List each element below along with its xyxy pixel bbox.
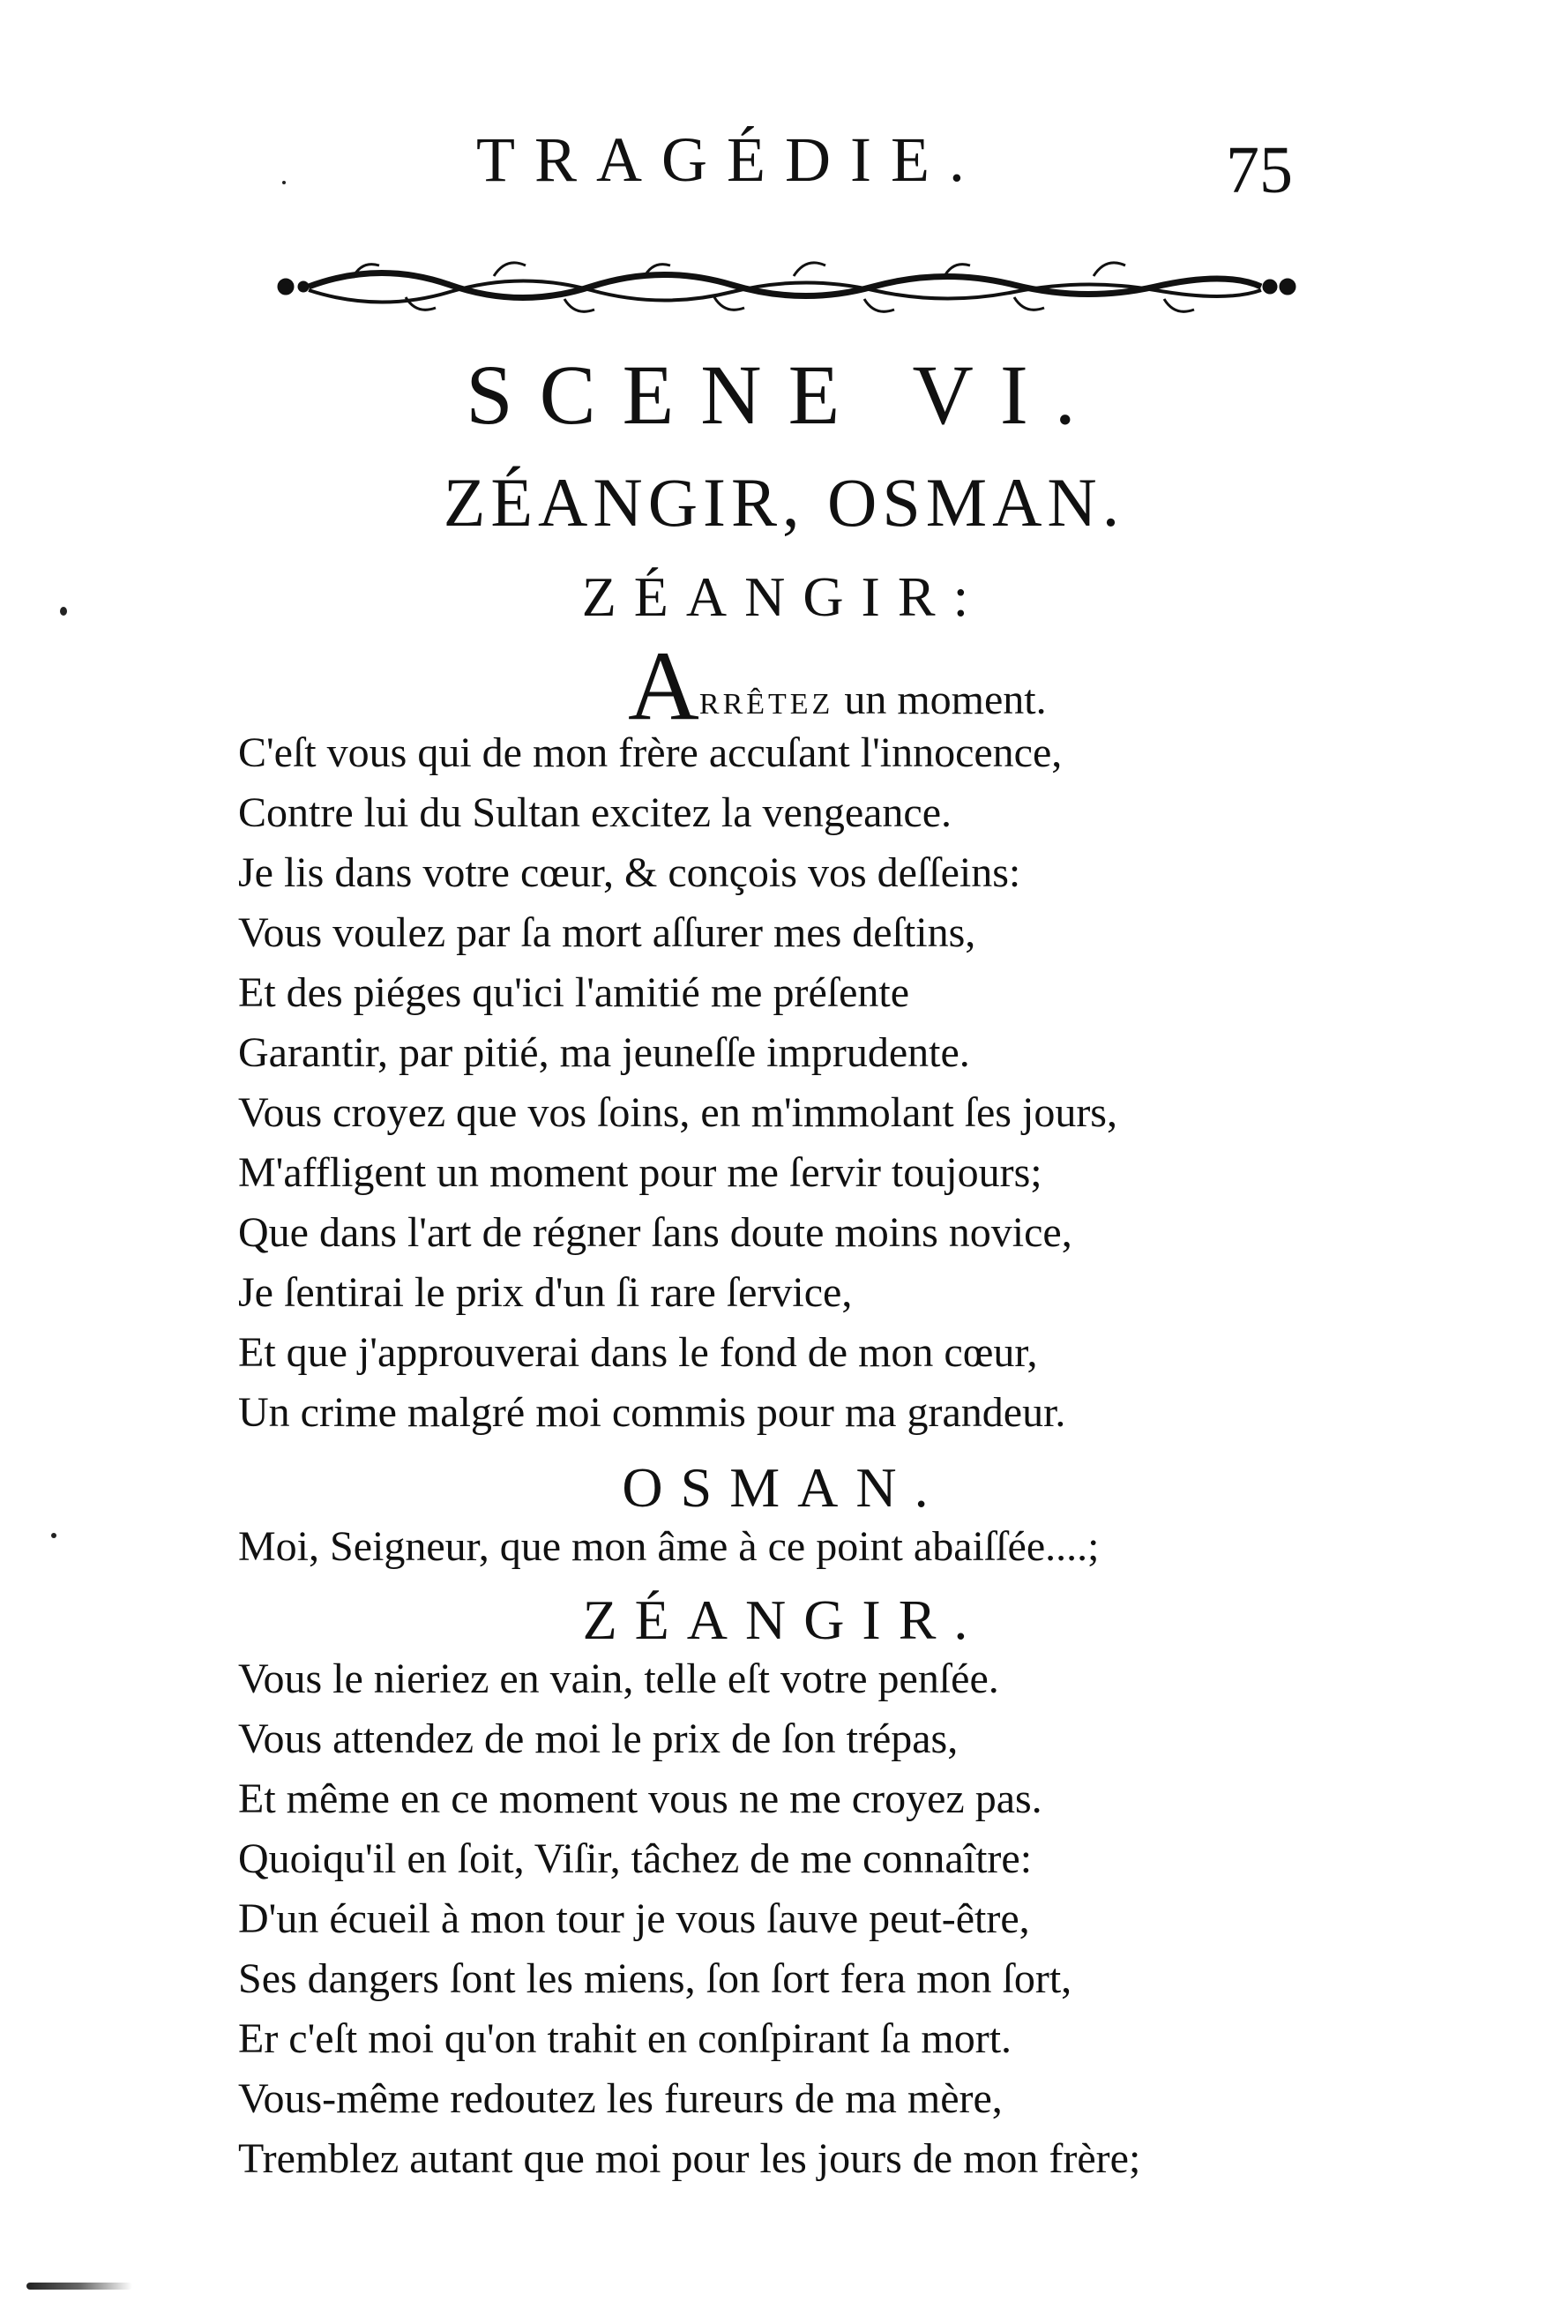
decorative-ornament-band (273, 251, 1296, 322)
verse-line: Que dans l'art de régner ſans doute moins novice, (238, 1209, 1072, 1256)
scan-speck (282, 181, 286, 184)
running-head: TRAGÉDIE. (476, 124, 984, 195)
verse-line: D'un écueil à mon tour je vous ſauve peut-être, (238, 1895, 1030, 1942)
verse-line: Vous croyez que vos ſoins, en m'immolant ſes jours, (238, 1089, 1117, 1136)
speaker-name: ZÉANGIR. (582, 1588, 986, 1651)
verse-line: C'eſt vous qui de mon frère accuſant l'innocence, (238, 729, 1063, 776)
scan-speck (60, 607, 67, 616)
verse-line: Contre lui du Sultan excitez la vengeance. (238, 789, 952, 836)
verse-line: M'affligent un moment pour me ſervir toujours; (238, 1149, 1042, 1196)
page-number: 75 (1226, 133, 1293, 207)
verse-line: Vous le nieriez en vain, telle eſt votre penſée. (238, 1655, 999, 1702)
verse-line: Vous attendez de moi le prix de ſon trépas, (238, 1715, 959, 1762)
verse-line: Vous voulez par ſa mort aſſurer mes deſtins, (238, 909, 976, 956)
dropcap-letter: A (628, 631, 699, 741)
character-list: ZÉANGIR, OSMAN. (443, 464, 1125, 541)
verse-line: Je ſentirai le prix d'un ſi rare ſervice, (238, 1269, 853, 1316)
speaker-name: OSMAN. (622, 1456, 946, 1519)
verse-line: Tremblez autant que moi pour les jours de mon frère; (238, 2135, 1141, 2182)
verse-line: Quoiqu'il en ſoit, Viſir, tâchez de me connaître: (238, 1835, 1033, 1882)
dropcap-line-tail: un moment. (833, 676, 1047, 723)
verse-line: Un crime malgré moi commis pour ma grandeur. (238, 1389, 1066, 1436)
scan-speck (51, 1533, 56, 1538)
scene-title: SCENE VI. (466, 347, 1102, 442)
verse-line: Moi, Seigneur, que mon âme à ce point abaiſſée....; (238, 1523, 1100, 1570)
verse-line: Et même en ce moment vous ne me croyez pas. (238, 1775, 1042, 1822)
scan-smudge (26, 2283, 132, 2290)
verse-line: Et que j'approuverai dans le fond de mon cœur, (238, 1329, 1038, 1376)
verse-line: Garantir, par pitié, ma jeuneſſe imprudente. (238, 1029, 970, 1076)
dropcap-smallcaps: RRÊTEZ (698, 688, 834, 721)
verse-line: Je lis dans votre cœur, & conçois vos deſſeins: (238, 849, 1021, 896)
verse-line: Ses dangers ſont les miens, ſon ſort fera mon ſort, (238, 1955, 1072, 2002)
speaker-name: ZÉANGIR: (581, 565, 987, 628)
verse-line: Et des piéges qu'ici l'amitié me préſente (238, 969, 910, 1016)
verse-line: Vous-même redoutez les fureurs de ma mère, (238, 2075, 1003, 2122)
verse-line: Er c'eſt moi qu'on trahit en conſpirant ſa mort. (238, 2015, 1012, 2062)
dropcap-line (628, 631, 1047, 741)
